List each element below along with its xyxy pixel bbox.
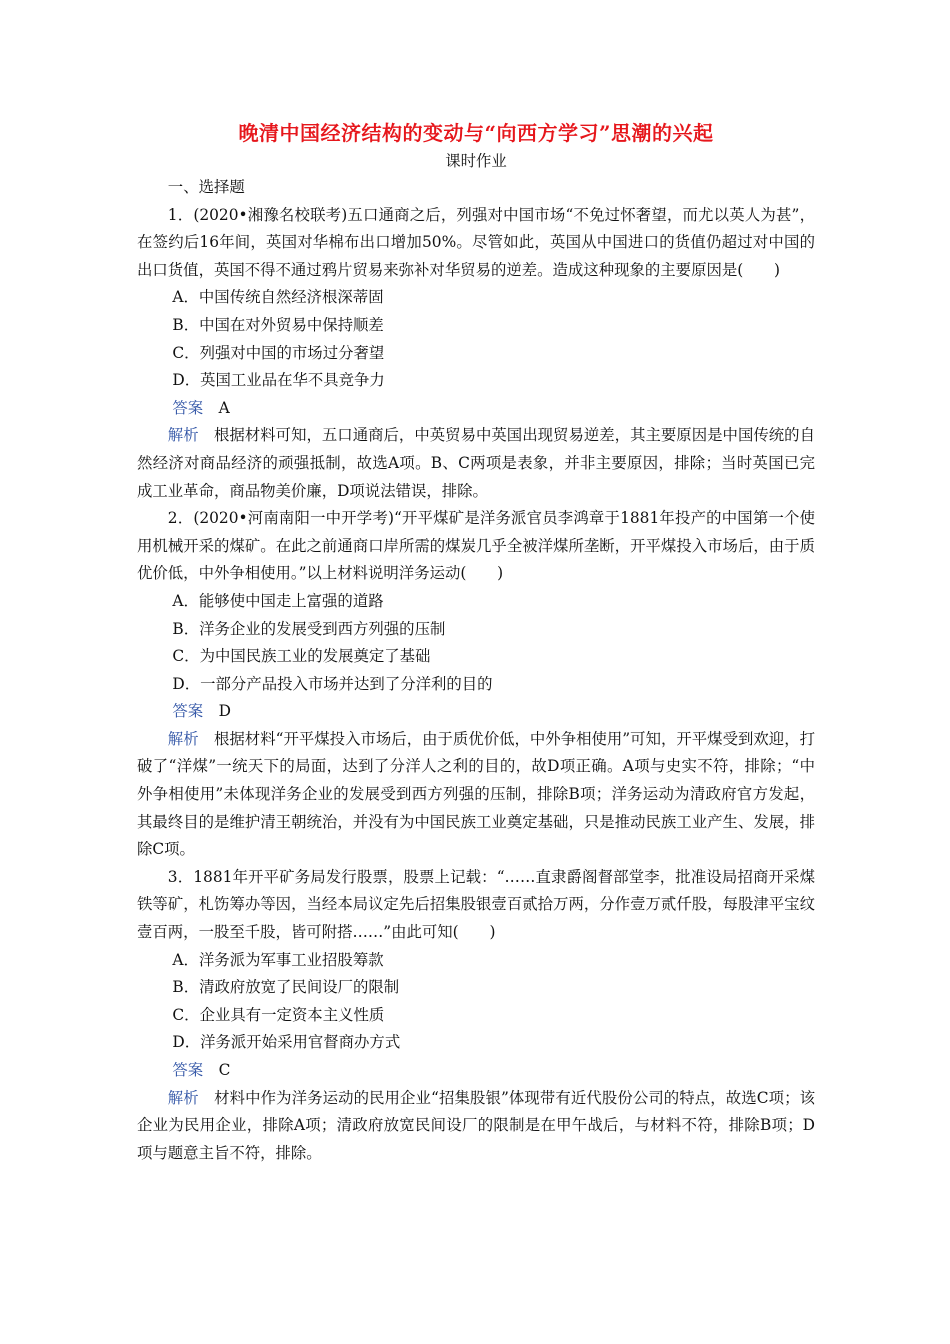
analysis-label: 解析 (167, 729, 199, 748)
analysis-paragraph (137, 1085, 815, 1168)
analysis-paragraph (137, 726, 815, 864)
answer-value: C (218, 1061, 231, 1079)
answer-label: 答案 (172, 702, 204, 721)
answer-value: A (218, 398, 230, 417)
question-stem: 2．(2020•河南南阳一中开学考)“开平煤矿是洋务派官员李鸿章于1881年投产的中国第一个使用机械开采的煤矿。在此之前通商口岸所需的煤炭几乎全被洋煤所垄断，开平煤投入市场后，由于质优价低，中外争相使用。”以上材料说明洋务运动( ) (137, 509, 815, 583)
analysis-text: 根据材料“开平煤投入市场后，由于质优价低，中外争相使用”可知，开平煤受到欢迎，打破了“洋煤”一统天下的局面，达到了分洋人之利的目的，故D项正确。A项与史实不符，排除；“中外争相使用”未体现洋务企业的发展受到西方列强的压制，排除B项；洋务运动为清政府官方发起，其最终目的是维护清王朝统治，并没有为中国民族工业奠定基础，只是推动民族工业产生、发展，排除C项。 (137, 729, 815, 859)
answer-value: D (218, 702, 231, 721)
option-b: B．洋务企业的发展受到西方列强的压制 (172, 619, 446, 638)
option-b: B．中国在对外贸易中保持顺差 (172, 315, 384, 334)
option-c: C．为中国民族工业的发展奠定了基础 (172, 647, 431, 666)
document-page (137, 118, 815, 1167)
option-d: D．英国工业品在华不具竞争力 (172, 371, 385, 390)
question-1 (137, 202, 815, 506)
analysis-paragraph (137, 422, 815, 505)
document-title: 晚清中国经济结构的变动与“向西方学习”思潮的兴起 (238, 121, 714, 145)
option-c: C．企业具有一定资本主义性质 (172, 1005, 385, 1024)
option-d: D．一部分产品投入市场并达到了分洋利的目的 (172, 674, 493, 693)
section-heading: 一、选择题 (167, 178, 245, 196)
option-a: A．洋务派为军事工业招股筹款 (172, 950, 384, 969)
answer-line (137, 395, 815, 423)
option-a: A．中国传统自然经济根深蒂固 (172, 288, 384, 307)
answer-line (137, 1057, 815, 1085)
question-2 (137, 505, 815, 864)
option-d: D．洋务派开始采用官督商办方式 (172, 1033, 401, 1052)
option-b: B．清政府放宽了民间设厂的限制 (172, 978, 400, 997)
analysis-label: 解析 (167, 426, 199, 445)
answer-label: 答案 (172, 1061, 204, 1079)
question-stem: 1．(2020•湘豫名校联考)五口通商之后，列强对中国市场“不免过怀奢望，而尤以英人为甚”，在签约后16年间，英国对华棉布出口增加50%。尽管如此，英国从中国进口的货值仍超过对中国的出口货值，英国不得不通过鸦片贸易来弥补对华贸易的逆差。造成这种现象的主要原因是( ) (137, 205, 815, 279)
document-subtitle: 课时作业 (445, 152, 507, 170)
analysis-text: 根据材料可知，五口通商后，中英贸易中英国出现贸易逆差，其主要原因是中国传统的自然经济对商品经济的顽强抵制，故选A项。B、C两项是表象，并非主要原因，排除；当时英国已完成工业革命，商品物美价廉，D项说法错误，排除。 (137, 426, 815, 500)
analysis-text: 材料中作为洋务运动的民用企业“招集股银”体现带有近代股份公司的特点，故选C项；该企业为民用企业，排除A项；清政府放宽民间设厂的限制是在甲午战后，与材料不符，排除B项；D项与题意主旨不符，排除。 (137, 1088, 815, 1162)
answer-line (137, 698, 815, 726)
answer-label: 答案 (172, 398, 204, 417)
analysis-label: 解析 (167, 1088, 199, 1107)
question-stem: 3．1881年开平矿务局发行股票，股票上记载：“……直隶爵阁督部堂李，批准设局招商开采煤铁等矿，札饬筹办等因，当经本局议定先后招集股银壹百贰拾万两，分作壹万贰仟股，每股津平宝纹壹百两，一股至千股，皆可附搭……”由此可知( ) (137, 867, 815, 942)
option-c: C．列强对中国的市场过分奢望 (172, 343, 385, 362)
question-3 (137, 864, 815, 1168)
option-a: A．能够使中国走上富强的道路 (172, 591, 384, 610)
